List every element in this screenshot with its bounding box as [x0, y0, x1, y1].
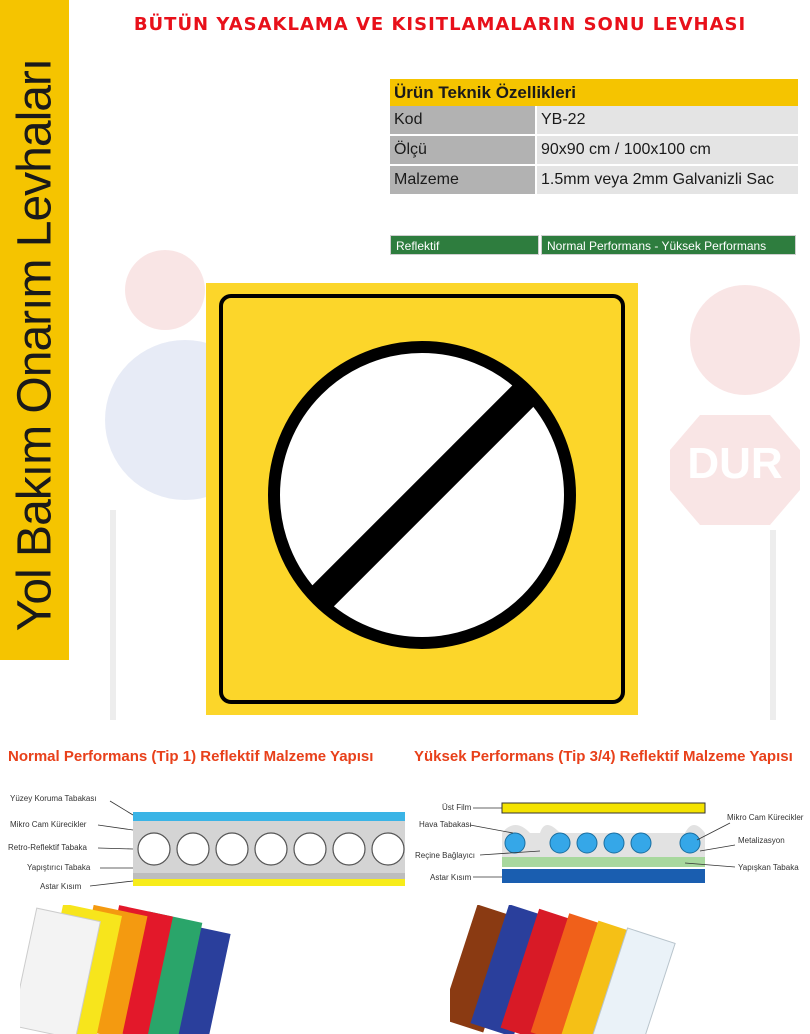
surface-layer [133, 812, 405, 821]
high-performance-title: Yüksek Performans (Tip 3/4) Reflektif Malzeme Yapısı [414, 748, 793, 765]
bg-stop-text: DUR [687, 439, 783, 488]
label-primer: Astar Kısım [40, 882, 82, 891]
sidebar-title: Yol Bakım Onarım Levhaları [8, 58, 62, 632]
label-surface: Yüzey Koruma Tabakası [10, 794, 97, 803]
label-metalization: Metalizasyon [738, 836, 785, 845]
high-performance-diagram [405, 785, 810, 895]
bg-pole [110, 510, 116, 720]
primer-base [502, 869, 705, 883]
page-title: BÜTÜN YASAKLAMA VE KISITLAMALARIN SONU LEVHASI [133, 14, 747, 35]
label-adhesive: Yapıştırıcı Tabaka [27, 863, 91, 872]
label-primer: Astar Kısım [430, 873, 472, 882]
adhesive-layer [133, 873, 405, 879]
label-retro: Retro-Reflektif Tabaka [8, 843, 87, 852]
normal-performance-diagram [0, 785, 405, 895]
label-top-film: Üst Film [442, 803, 472, 812]
sidebar [0, 0, 69, 660]
high-reflective-swatches-image [450, 905, 680, 1034]
spec-label-malzeme: Malzeme [390, 165, 536, 195]
reflective-value: Normal Performans - Yüksek Performans [541, 235, 796, 255]
spec-label-kod: Kod [390, 106, 536, 135]
end-of-restrictions-sign [206, 283, 638, 715]
spec-row [390, 106, 798, 135]
bg-pole [770, 530, 776, 720]
bg-round-sign [125, 250, 205, 330]
label-glass-beads: Mikro Cam Kürecikler [727, 813, 804, 822]
spec-value-malzeme: 1.5mm veya 2mm Galvanizli Sac [536, 165, 798, 195]
label-adhesive: Yapışkan Tabaka [738, 863, 799, 872]
label-air-layer: Hava Tabakası [419, 820, 472, 829]
spec-row [390, 135, 798, 165]
top-film [502, 803, 705, 813]
normal-performance-title: Normal Performans (Tip 1) Reflektif Malzeme Yapısı [8, 748, 374, 765]
spec-value-olcu: 90x90 cm / 100x100 cm [536, 135, 798, 165]
reflective-label: Reflektif [390, 235, 539, 255]
label-leaders [90, 801, 133, 886]
spec-table [390, 79, 798, 196]
primer-layer [133, 879, 405, 886]
spec-row [390, 165, 798, 195]
normal-reflective-swatches-image [20, 905, 250, 1034]
resin-binder [502, 857, 705, 867]
spec-heading: Ürün Teknik Özellikleri [390, 79, 798, 106]
spec-label-olcu: Ölçü [390, 135, 536, 165]
spec-value-kod: YB-22 [536, 106, 798, 135]
label-glass-beads: Mikro Cam Kürecikler [10, 820, 87, 829]
label-resin-binder: Reçine Bağlayıcı [415, 851, 476, 860]
spec-table-header [390, 79, 798, 106]
bg-red-sign [690, 285, 800, 395]
